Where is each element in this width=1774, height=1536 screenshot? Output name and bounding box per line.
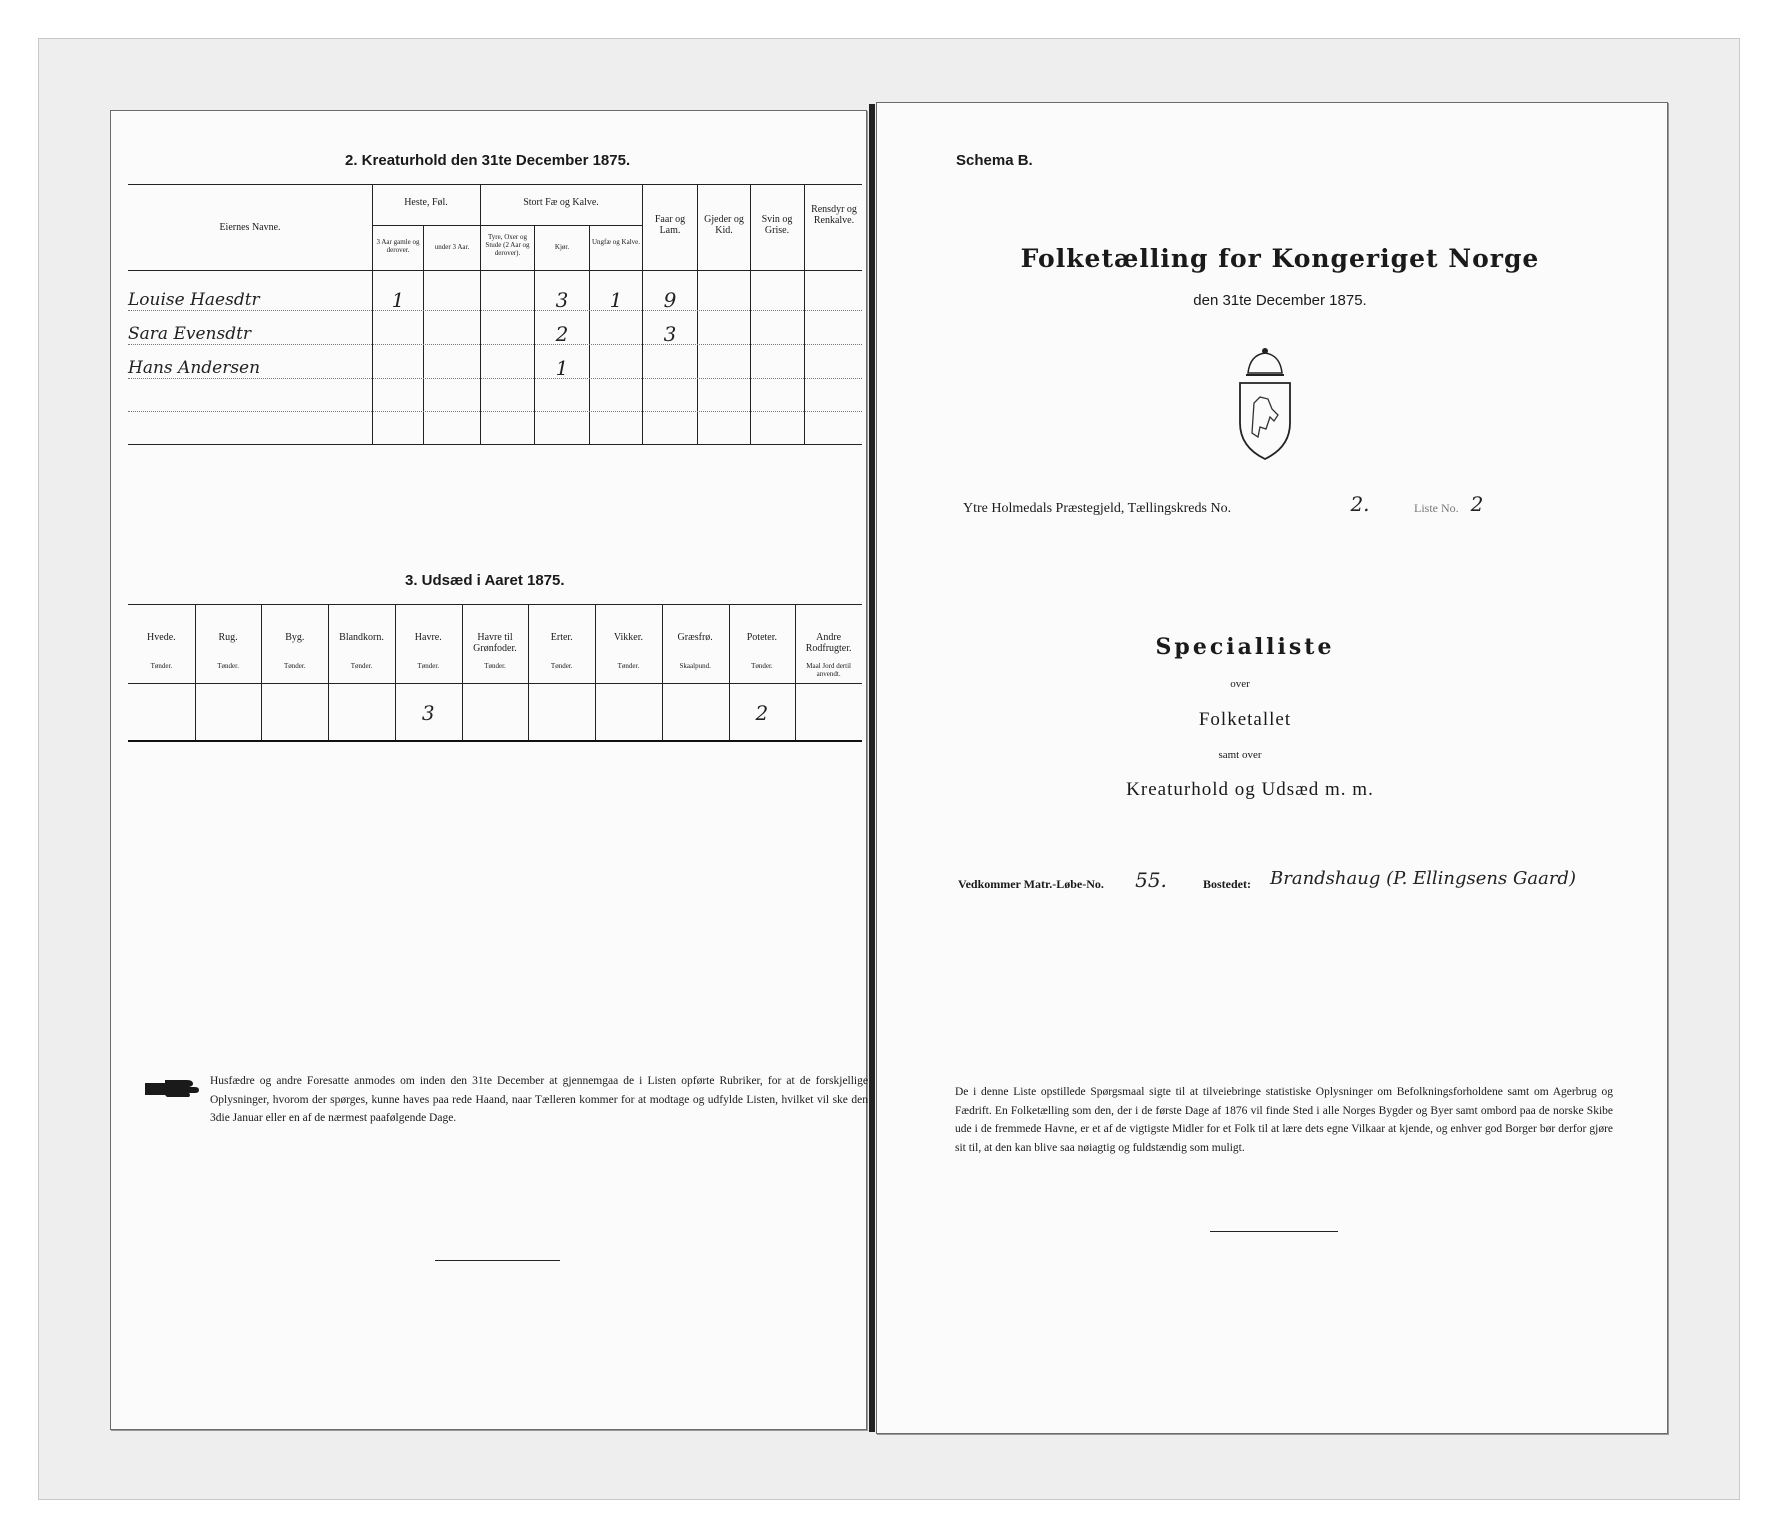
sowing-table-bottom-rule <box>128 740 862 742</box>
sowing-col-divider <box>261 604 262 740</box>
sowing-unit: Maal Jord dertil anvendt. <box>806 662 851 678</box>
sowing-col-divider <box>328 604 329 740</box>
over-label: over <box>1230 678 1250 690</box>
sowing-header: Græsfrø. <box>677 632 713 643</box>
parish-name: Ytre Holmedals <box>963 501 1053 516</box>
list-label: Liste No. <box>1414 501 1459 515</box>
parish-label: Præstegjeld, <box>1055 501 1125 516</box>
livestock-table-header-rule <box>128 270 862 271</box>
subheader-rule <box>372 225 642 226</box>
sowing-header: Hvede. <box>147 632 176 643</box>
district-value: 2. <box>1350 492 1370 516</box>
decorative-rule <box>1210 1231 1338 1232</box>
book-spine <box>869 104 875 1432</box>
bosted-value: Brandshaug (P. Ellingsens Gaard) <box>1270 868 1576 889</box>
owner-name: Sara Evensdtr <box>128 324 252 344</box>
samt-over-label: samt over <box>1218 749 1262 761</box>
owner-name: Hans Andersen <box>128 358 261 378</box>
header-kjor: Kjør. <box>554 243 570 251</box>
header-heste-young: under 3 Aar. <box>434 243 470 251</box>
sowing-unit: Tønder. <box>150 662 173 670</box>
header-gjeder: Gjeder og Kid. <box>704 214 744 236</box>
sowing-col-divider <box>462 604 463 740</box>
sowing-header: Andre Rodfrugter. <box>805 632 852 654</box>
faar-value: 9 <box>663 288 677 312</box>
kjor-value: 1 <box>555 356 569 380</box>
col-divider <box>372 184 373 444</box>
sowing-unit: Tønder. <box>417 662 440 670</box>
row-rule <box>128 309 862 311</box>
ungfae-value: 1 <box>609 288 623 312</box>
col-divider <box>642 184 643 444</box>
header-owner: Eiernes Navne. <box>219 222 281 233</box>
sowing-header: Poteter. <box>746 632 778 643</box>
faar-value: 3 <box>663 322 677 346</box>
header-rensdyr: Rensdyr og Renkalve. <box>811 204 857 226</box>
header-heste: Heste, Føl. <box>404 197 448 208</box>
parish-line <box>963 501 1231 517</box>
header-heste-old: 3 Aar gamle og derover. <box>376 238 420 254</box>
row-rule <box>128 410 862 412</box>
header-tyre: Tyre, Oxer og Stude (2 Aar og derover). <box>485 233 530 257</box>
norway-coat-of-arms-icon <box>1230 343 1300 463</box>
sowing-header: Blandkorn. <box>339 632 384 643</box>
sowing-col-divider <box>528 604 529 740</box>
kjor-value: 3 <box>555 288 569 312</box>
census-paragraph: De i denne Liste opstillede Spørgsmaal sigte til at tilveiebringe statistiske Oplysninger om Befolkningsforholdene samt om Agerbrug og Fædrift. En Folketælling som den, der i de første Dage af 1876 vil finde Sted i alle Norges Bygder og Byer samt ombord paa de norske Skibe ude i de fremmede Havne, er et af de vigtigste Midler for et Folk til at lære dets egne Vilkaar at kjende, og enhver god Borger bør derfor gjøre sit til, at den kan blive saa nøiagtig og fuldstændig som muligt. <box>955 1086 1613 1154</box>
header-svin: Svin og Grise. <box>761 214 793 236</box>
pointing-hand-icon <box>143 1077 201 1101</box>
row-rule <box>128 377 862 379</box>
livestock-table-top-rule <box>128 184 862 185</box>
sowing-unit: Tønder. <box>751 662 773 670</box>
sowing-unit: Skaalpund. <box>679 662 711 670</box>
sowing-unit: Tønder. <box>350 662 373 670</box>
census-date: den 31te December 1875. <box>1193 292 1367 309</box>
sowing-col-divider <box>595 604 596 740</box>
sowing-unit: Tønder. <box>284 662 306 670</box>
sowing-header: Havre. <box>414 632 442 643</box>
sowing-table-header-rule <box>128 683 862 684</box>
kreaturhold-title: Kreaturhold og Udsæd m. m. <box>1126 779 1374 800</box>
district-label: Tællingskreds No. <box>1127 501 1232 516</box>
matr-label: Vedkommer Matr.-Løbe-No. <box>958 877 1104 891</box>
sowing-unit: Tønder. <box>617 662 640 670</box>
specialliste-title: Specialliste <box>1155 634 1335 660</box>
col-divider <box>480 184 481 444</box>
sowing-value: 2 <box>755 701 769 725</box>
schema-label: Schema B. <box>956 152 1033 169</box>
notice-text: Husfædre og andre Foresatte anmodes om inden den 31te December at gjennemgaa de i Listen opførte Rubriker, for at de forskjellige Oplysninger, hvorom der spørges, kunne haves paa rede Haand, naar Tælleren kommer for at modtage og udfylde Listen, hvilket vil ske den 3die Januar eller en af de nærmest paafølgende Dage. <box>210 1075 868 1124</box>
kjor-value: 2 <box>555 322 569 346</box>
section2-title: 2. Kreaturhold den 31te December 1875. <box>345 152 631 169</box>
sowing-unit: Tønder. <box>550 662 573 670</box>
heste-value: 1 <box>391 288 405 312</box>
sowing-unit: Tønder. <box>484 662 506 670</box>
sowing-header: Byg. <box>285 632 305 643</box>
header-ungfae: Ungfæ og Kalve. <box>591 238 641 246</box>
header-faar: Faar og Lam. <box>654 214 686 236</box>
sowing-value: 3 <box>421 701 435 725</box>
main-title: Folketælling for Kongeriget Norge <box>1020 244 1540 273</box>
sowing-table-top-rule <box>128 604 862 605</box>
owner-name: Louise Haesdtr <box>128 290 260 310</box>
section3-title: 3. Udsæd i Aaret 1875. <box>405 572 565 589</box>
sowing-header: Vikker. <box>613 632 643 643</box>
sowing-header: Rug. <box>218 632 238 643</box>
livestock-table-bottom-rule <box>128 444 862 445</box>
matr-value: 55. <box>1135 868 1167 892</box>
decorative-rule <box>435 1260 560 1261</box>
sowing-unit: Tønder. <box>217 662 239 670</box>
sowing-col-divider <box>662 604 663 740</box>
folketallet-title: Folketallet <box>1198 709 1292 730</box>
header-stort-fae: Stort Fæ og Kalve. <box>523 197 599 208</box>
sowing-header: Havre til Grønfoder. <box>473 632 517 654</box>
sowing-header: Erter. <box>550 632 573 643</box>
bosted-label: Bostedet: <box>1203 877 1251 891</box>
list-value: 2 <box>1470 492 1484 516</box>
sowing-col-divider <box>195 604 196 740</box>
col-divider <box>697 184 698 444</box>
row-rule <box>128 343 862 345</box>
col-divider <box>750 184 751 444</box>
